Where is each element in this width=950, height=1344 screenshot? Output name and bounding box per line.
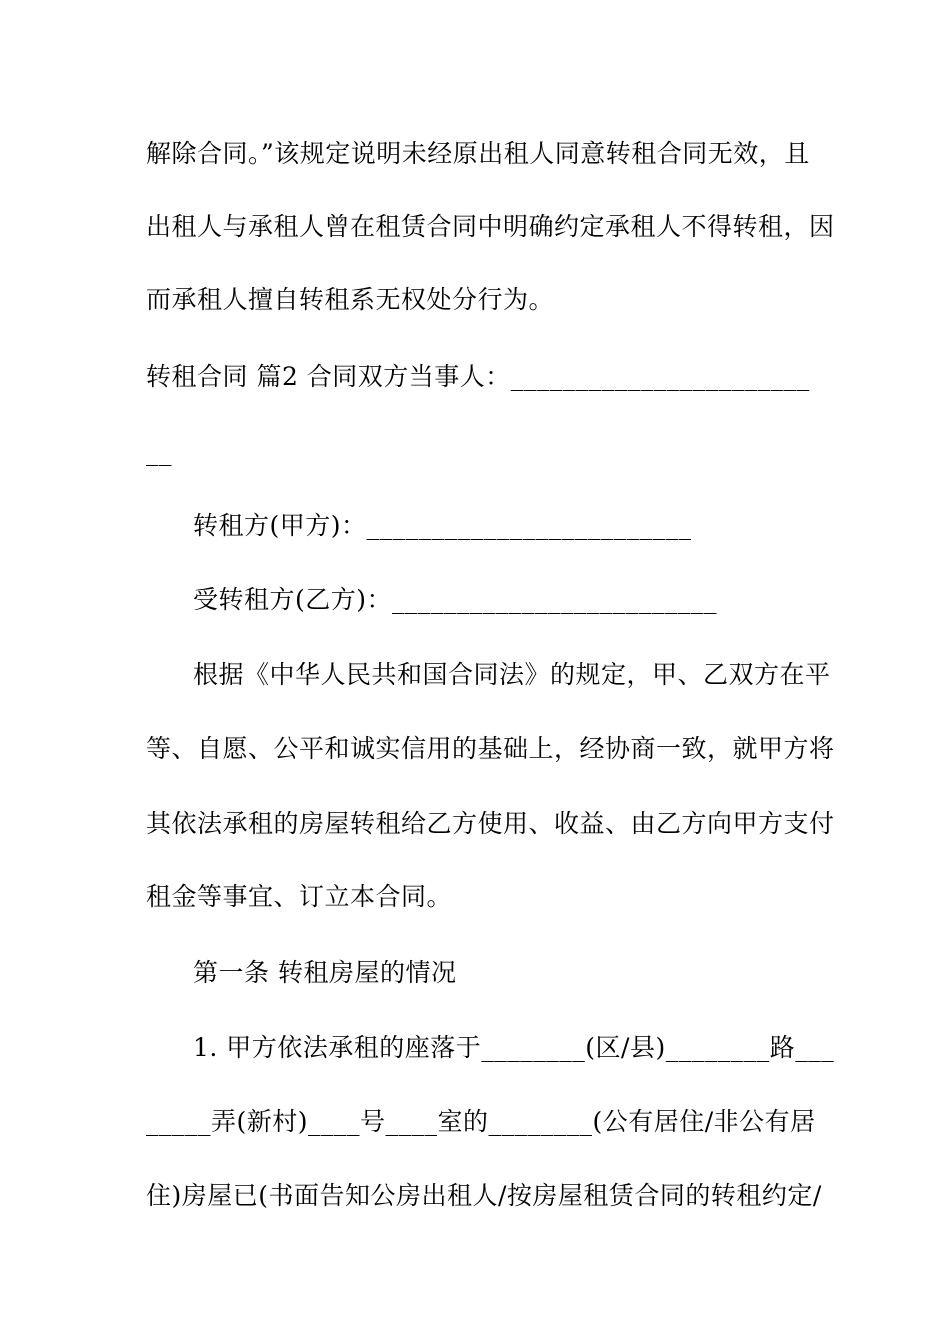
article-one-heading: 第一条 转租房屋的情况 xyxy=(193,958,457,987)
text-line-2: 出租人与承租人曾在租赁合同中明确约定承租人不得转租，因 xyxy=(146,212,835,241)
underline-continuation: __ xyxy=(146,437,172,466)
paragraph-line-4: 租金等事宜、订立本合同。 xyxy=(146,882,453,911)
paragraph-line-2: 等、自愿、公平和诚实信用的基础上，经协商一致，就甲方将 xyxy=(146,734,835,763)
party-a-line: 转租方(甲方)：_________________________ xyxy=(193,511,692,540)
clause-line-1: 1. 甲方依法承租的座落于________(区/县)________路___ xyxy=(193,1033,835,1062)
text-line-1: 解除合同。”该规定说明未经原出租人同意转租合同无效，且 xyxy=(146,139,810,168)
party-b-line: 受转租方(乙方)：_________________________ xyxy=(193,585,718,614)
paragraph-line-1: 根据《中华人民共和国合同法》的规定，甲、乙双方在平 xyxy=(193,660,831,689)
clause-line-3: 住)房屋已(书面告知公房出租人/按房屋租赁合同的转租约定/ xyxy=(146,1181,822,1210)
text-line-3: 而承租人擅自转租系无权处分行为。 xyxy=(146,285,555,314)
clause-line-2: _____弄(新村)____号____室的________(公有居住/非公有居 xyxy=(146,1107,816,1136)
paragraph-line-3: 其依法承租的房屋转租给乙方使用、收益、由乙方向甲方支付 xyxy=(146,809,835,838)
section-heading-line: 转租合同 篇2 合同双方当事人：_______________________ xyxy=(146,362,810,391)
